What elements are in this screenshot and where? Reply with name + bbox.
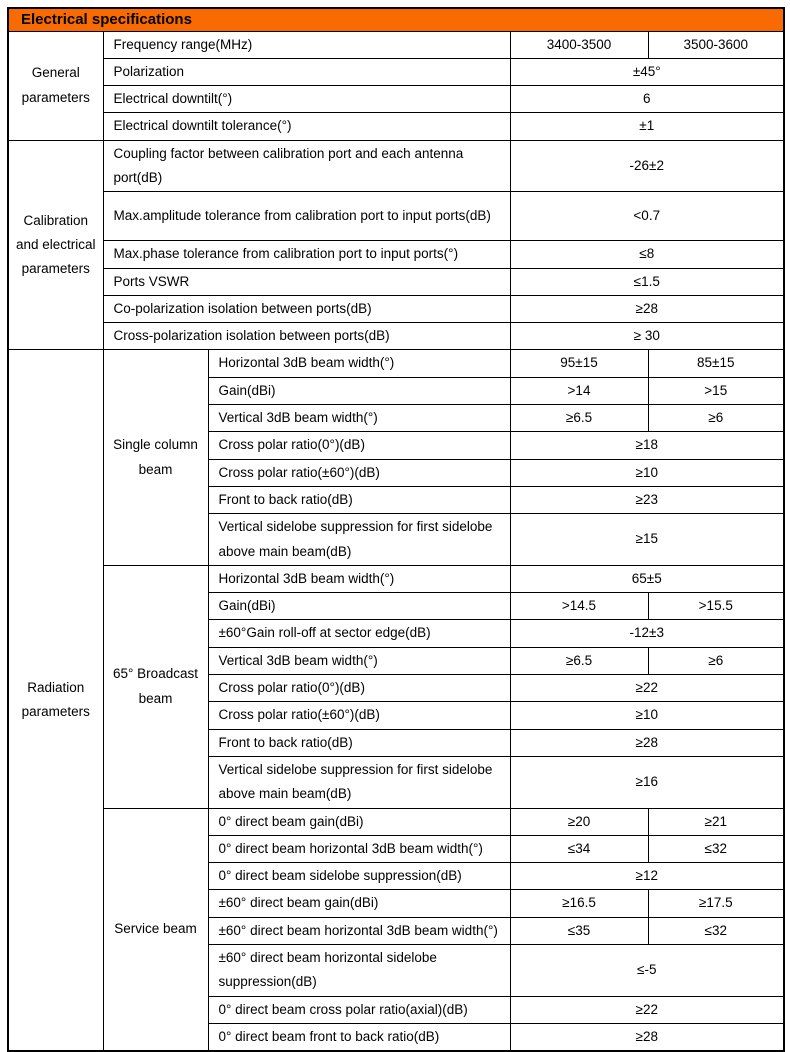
param-cell: Frequency range(MHz) bbox=[103, 31, 510, 58]
value-cell: ≥28 bbox=[510, 295, 784, 322]
value-cell: ±45° bbox=[510, 58, 784, 85]
param-cell: ±60°Gain roll-off at sector edge(dB) bbox=[208, 620, 510, 647]
subgroup-cell-service-beam: Service beam bbox=[103, 808, 208, 1051]
value-cell: 3500-3600 bbox=[648, 31, 784, 58]
value-cell: ≥6.5 bbox=[510, 647, 648, 674]
param-cell: 0° direct beam cross polar ratio(axial)(dB) bbox=[208, 996, 510, 1023]
value-cell: 85±15 bbox=[648, 350, 784, 377]
param-cell: 0° direct beam sidelobe suppression(dB) bbox=[208, 863, 510, 890]
param-cell: 0° direct beam horizontal 3dB beam width(°) bbox=[208, 835, 510, 862]
value-cell: ≥17.5 bbox=[648, 890, 784, 917]
value-cell: <0.7 bbox=[510, 192, 784, 241]
value-cell: -12±3 bbox=[510, 620, 784, 647]
value-cell: ≥21 bbox=[648, 808, 784, 835]
value-cell: ≥6 bbox=[648, 405, 784, 432]
value-cell: ≥15 bbox=[510, 514, 784, 566]
param-cell: 0° direct beam front to back ratio(dB) bbox=[208, 1023, 510, 1051]
value-cell: ≥23 bbox=[510, 486, 784, 513]
value-cell: ≥22 bbox=[510, 996, 784, 1023]
value-cell: 95±15 bbox=[510, 350, 648, 377]
value-cell: 3400-3500 bbox=[510, 31, 648, 58]
value-cell: ±1 bbox=[510, 113, 784, 140]
param-cell: Gain(dBi) bbox=[208, 377, 510, 404]
value-cell: >15.5 bbox=[648, 593, 784, 620]
param-cell: Vertical sidelobe suppression for first sidelobe above main beam(dB) bbox=[208, 756, 510, 808]
value-cell: ≤32 bbox=[648, 835, 784, 862]
value-cell: ≥28 bbox=[510, 729, 784, 756]
subgroup-cell-single-column-beam: Single column beam bbox=[103, 350, 208, 565]
value-cell: -26±2 bbox=[510, 140, 784, 192]
param-cell: Electrical downtilt tolerance(°) bbox=[103, 113, 510, 140]
param-cell: Vertical 3dB beam width(°) bbox=[208, 647, 510, 674]
table-title: Electrical specifications bbox=[8, 8, 784, 31]
value-cell: ≤8 bbox=[510, 241, 784, 268]
param-cell: Co-polarization isolation between ports(dB) bbox=[103, 295, 510, 322]
param-cell: Cross polar ratio(±60°)(dB) bbox=[208, 459, 510, 486]
value-cell: ≥ 30 bbox=[510, 323, 784, 350]
param-cell: Coupling factor between calibration port and each antenna port(dB) bbox=[103, 140, 510, 192]
value-cell: ≥18 bbox=[510, 432, 784, 459]
value-cell: ≥6 bbox=[648, 647, 784, 674]
param-cell: Cross-polarization isolation between ports(dB) bbox=[103, 323, 510, 350]
group-cell-radiation: Radiation parameters bbox=[8, 350, 103, 1051]
param-cell: Front to back ratio(dB) bbox=[208, 486, 510, 513]
param-cell: Ports VSWR bbox=[103, 268, 510, 295]
value-cell: ≤35 bbox=[510, 917, 648, 944]
value-cell: ≥10 bbox=[510, 702, 784, 729]
value-cell: ≥16.5 bbox=[510, 890, 648, 917]
param-cell: Vertical 3dB beam width(°) bbox=[208, 405, 510, 432]
value-cell: ≥20 bbox=[510, 808, 648, 835]
param-cell: Electrical downtilt(°) bbox=[103, 86, 510, 113]
value-cell: ≤-5 bbox=[510, 945, 784, 997]
group-cell-general: General parameters bbox=[8, 31, 103, 140]
param-cell: Cross polar ratio(0°)(dB) bbox=[208, 675, 510, 702]
param-cell: Gain(dBi) bbox=[208, 593, 510, 620]
param-cell: Max.amplitude tolerance from calibration port to input ports(dB) bbox=[103, 192, 510, 241]
value-cell: ≤32 bbox=[648, 917, 784, 944]
electrical-specifications-table bbox=[7, 7, 785, 1052]
param-cell: Polarization bbox=[103, 58, 510, 85]
value-cell: >15 bbox=[648, 377, 784, 404]
param-cell: Horizontal 3dB beam width(°) bbox=[208, 565, 510, 592]
value-cell: ≥22 bbox=[510, 675, 784, 702]
param-cell: Max.phase tolerance from calibration port to input ports(°) bbox=[103, 241, 510, 268]
param-cell: Cross polar ratio(±60°)(dB) bbox=[208, 702, 510, 729]
value-cell: ≤1.5 bbox=[510, 268, 784, 295]
param-cell: Front to back ratio(dB) bbox=[208, 729, 510, 756]
param-cell: Cross polar ratio(0°)(dB) bbox=[208, 432, 510, 459]
value-cell: >14 bbox=[510, 377, 648, 404]
value-cell: ≥28 bbox=[510, 1023, 784, 1051]
param-cell: 0° direct beam gain(dBi) bbox=[208, 808, 510, 835]
value-cell: 6 bbox=[510, 86, 784, 113]
value-cell: ≥12 bbox=[510, 863, 784, 890]
group-cell-calibration: Calibration and electrical parameters bbox=[8, 140, 103, 350]
value-cell: 65±5 bbox=[510, 565, 784, 592]
param-cell: ±60° direct beam horizontal 3dB beam width(°) bbox=[208, 917, 510, 944]
param-cell: Vertical sidelobe suppression for first sidelobe above main beam(dB) bbox=[208, 514, 510, 566]
value-cell: ≥10 bbox=[510, 459, 784, 486]
param-cell: ±60° direct beam horizontal sidelobe suppression(dB) bbox=[208, 945, 510, 997]
value-cell: ≤34 bbox=[510, 835, 648, 862]
subgroup-cell-broadcast-beam: 65° Broadcast beam bbox=[103, 565, 208, 808]
spec-sheet bbox=[7, 7, 783, 1052]
param-cell: Horizontal 3dB beam width(°) bbox=[208, 350, 510, 377]
value-cell: >14.5 bbox=[510, 593, 648, 620]
param-cell: ±60° direct beam gain(dBi) bbox=[208, 890, 510, 917]
value-cell: ≥16 bbox=[510, 756, 784, 808]
value-cell: ≥6.5 bbox=[510, 405, 648, 432]
